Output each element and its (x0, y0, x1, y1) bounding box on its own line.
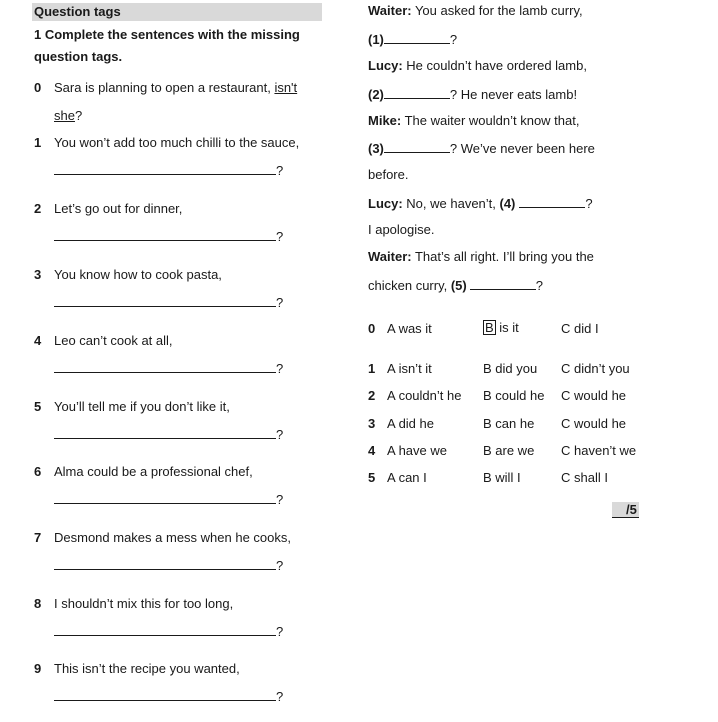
instruction-line-1: 1 Complete the sentences with the missing (34, 27, 300, 42)
selected-box: B (485, 320, 494, 335)
speaker-waiter: Waiter: (368, 249, 412, 264)
qmark: ? (276, 689, 284, 704)
option-c[interactable]: C shall I (561, 470, 608, 485)
option-c[interactable]: C didn’t you (561, 361, 630, 376)
answer-blank-9[interactable] (54, 688, 283, 704)
example-qmark: ? (74, 108, 83, 123)
gap-label: (1) (368, 32, 384, 47)
example-answer-part-2: she (54, 108, 75, 123)
item-number: 4 (34, 333, 42, 348)
answer-blank-3[interactable] (54, 294, 283, 310)
example-sentence-cont (54, 108, 82, 123)
item-number: 8 (34, 596, 42, 611)
option-b-text: is it (495, 320, 519, 335)
item-text: I shouldn’t mix this for too long, (54, 596, 234, 611)
gap-label: (5) (450, 278, 467, 293)
option-a[interactable]: A can I (387, 470, 427, 485)
dialogue-line (368, 249, 594, 264)
answer-blank-1[interactable] (54, 162, 283, 178)
example-sentence (54, 80, 297, 95)
dialogue-gap-2[interactable] (368, 86, 577, 102)
option-b[interactable]: B could he (483, 388, 545, 403)
option-b[interactable]: B did you (483, 361, 538, 376)
item-number: 2 (34, 201, 42, 216)
dialogue-gap-5[interactable] (368, 277, 543, 293)
dialogue-line (368, 113, 579, 128)
section-title: Question tags (32, 3, 322, 21)
option-c[interactable]: C haven’t we (561, 443, 637, 458)
qmark: ? (276, 624, 284, 639)
item-number: 7 (34, 530, 42, 545)
item-text: This isn’t the recipe you wanted, (54, 661, 240, 676)
item-text: You’ll tell me if you don’t like it, (54, 399, 230, 414)
item-text: Leo can’t cook at all, (54, 333, 173, 348)
example-text: Sara is planning to open a restaurant, (54, 80, 275, 95)
item-number: 6 (34, 464, 42, 479)
example-number: 0 (34, 80, 42, 95)
option-row-number: 2 (368, 388, 376, 403)
item-text: Desmond makes a mess when he cooks, (54, 530, 291, 545)
item-text: You won’t add too much chilli to the sauce, (54, 135, 300, 150)
option-c[interactable]: C would he (561, 388, 627, 403)
dialogue-text: You asked for the lamb curry, (411, 3, 583, 18)
option-b[interactable]: B are we (483, 443, 535, 458)
qmark: ? (276, 427, 284, 442)
item-text: You know how to cook pasta, (54, 267, 222, 282)
gap-end: ? (449, 32, 458, 47)
gap-label: (3) (368, 141, 384, 156)
gap-end: ? (535, 278, 543, 293)
gap-label: (4) (499, 196, 516, 211)
dialogue-text: I apologise. (368, 222, 435, 237)
option-row-number: 3 (368, 416, 376, 431)
gap-label: (2) (368, 87, 384, 102)
answer-blank-7[interactable] (54, 557, 283, 573)
option-a[interactable]: A was it (387, 321, 432, 336)
gap-end: ? (585, 196, 593, 211)
qmark: ? (276, 229, 284, 244)
item-text: Alma could be a professional chef, (54, 464, 253, 479)
option-row-number: 1 (368, 361, 376, 376)
option-b-selected[interactable] (483, 320, 519, 335)
answer-blank-4[interactable] (54, 360, 283, 376)
speaker-mike: Mike: (368, 113, 402, 128)
qmark: ? (276, 361, 284, 376)
dialogue-text: No, we haven’t, (402, 196, 500, 211)
qmark: ? (276, 558, 284, 573)
gap-end: ? He never eats lamb! (449, 87, 578, 102)
speaker-lucy: Lucy: (368, 196, 403, 211)
dialogue-gap-4[interactable] (368, 195, 593, 211)
answer-blank-8[interactable] (54, 623, 283, 639)
answer-blank-5[interactable] (54, 426, 283, 442)
dialogue-line (368, 3, 583, 18)
gap-end: ? We’ve never been here (449, 141, 595, 156)
option-c[interactable]: C would he (561, 416, 627, 431)
answer-blank-2[interactable] (54, 228, 283, 244)
dialogue-text: That’s all right. I’ll bring you the (411, 249, 594, 264)
score-box: /5 (612, 502, 639, 518)
option-c[interactable]: C did I (561, 321, 599, 336)
instruction-line-2: question tags. (34, 49, 123, 64)
option-row-number: 0 (368, 321, 376, 336)
answer-blank-6[interactable] (54, 491, 283, 507)
option-b[interactable]: B will I (483, 470, 521, 485)
dialogue-gap-3[interactable] (368, 140, 595, 156)
item-number: 5 (34, 399, 42, 414)
example-answer-part-1: isn't (274, 80, 298, 95)
option-a[interactable]: A couldn’t he (387, 388, 462, 403)
dialogue-text: The waiter wouldn’t know that, (401, 113, 580, 128)
speaker-lucy: Lucy: (368, 58, 403, 73)
qmark: ? (276, 492, 284, 507)
item-number: 1 (34, 135, 42, 150)
dialogue-gap-1[interactable] (368, 31, 457, 47)
option-a[interactable]: A did he (387, 416, 434, 431)
item-number: 9 (34, 661, 42, 676)
qmark: ? (276, 163, 284, 178)
item-text: Let’s go out for dinner, (54, 201, 183, 216)
item-number: 3 (34, 267, 42, 282)
dialogue-text: chicken curry, (368, 278, 451, 293)
option-a[interactable]: A isn’t it (387, 361, 432, 376)
dialogue-text: He couldn’t have ordered lamb, (402, 58, 587, 73)
option-a[interactable]: A have we (387, 443, 447, 458)
option-row-number: 4 (368, 443, 376, 458)
qmark: ? (276, 295, 284, 310)
option-row-number: 5 (368, 470, 376, 485)
speaker-waiter: Waiter: (368, 3, 412, 18)
dialogue-text: before. (368, 167, 409, 182)
dialogue-line (368, 58, 587, 73)
option-b[interactable]: B can he (483, 416, 535, 431)
